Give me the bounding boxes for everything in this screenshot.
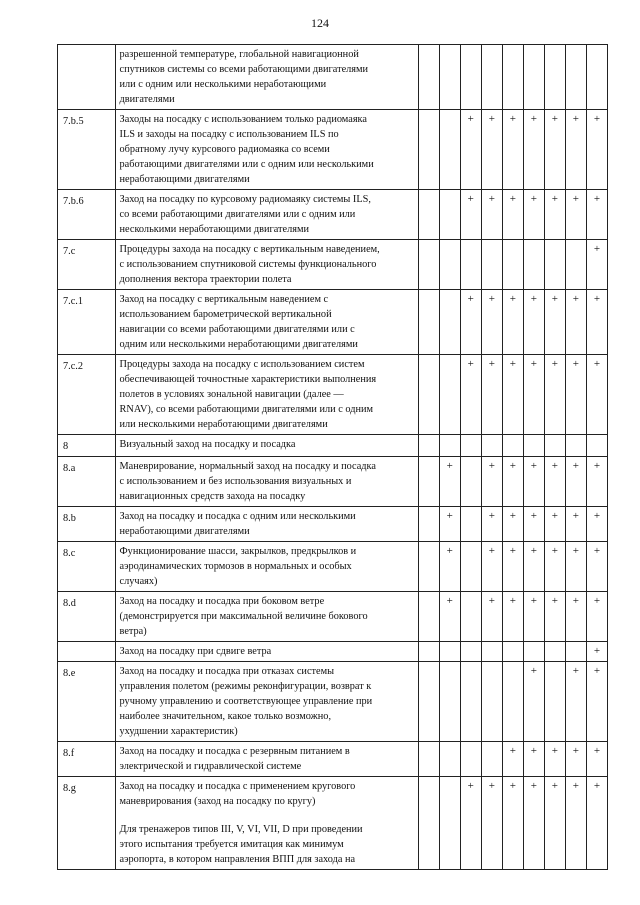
row-code: 8.a [58,457,116,507]
table-body [58,45,608,870]
applicability-cell: + [586,355,607,435]
applicability-cell [481,662,502,742]
applicability-cell [544,642,565,662]
description-line: аэродинамических тормозов в нормальных и особых [119,561,352,572]
table-row [58,45,608,110]
applicability-cell: + [502,507,523,542]
applicability-cell: + [502,457,523,507]
applicability-cell [460,642,481,662]
applicability-cell [565,642,586,662]
applicability-cell: + [565,662,586,742]
row-code: 8.d [58,592,116,642]
applicability-cell: + [439,542,460,592]
row-description [115,290,418,355]
description-line: Заход на посадку при сдвиге ветра [119,646,272,657]
applicability-cell: + [502,110,523,190]
applicability-cell: + [502,190,523,240]
applicability-cell: + [565,592,586,642]
table-row [58,110,608,190]
row-code [58,45,116,110]
applicability-cell: + [523,110,544,190]
applicability-cell: + [523,777,544,870]
applicability-cell: + [481,592,502,642]
description-line: аэропорта, в котором направления ВПП для захода на [119,854,356,865]
applicability-cell [439,190,460,240]
description-line: ILS и заходы на посадку с использованием ILS по [119,129,339,140]
description-line: обеспечивающей точностные характеристики выполнения [119,374,377,385]
applicability-cell: + [460,190,481,240]
description-line: Заход на посадку и посадка при отказах системы [119,666,335,677]
description-line: ветра) [119,626,147,637]
applicability-cell: + [586,742,607,777]
applicability-cell [523,45,544,110]
applicability-cell [565,240,586,290]
description-line: разрешенной температуре, глобальной навигационной [119,49,359,60]
applicability-cell: + [460,355,481,435]
applicability-cell: + [586,662,607,742]
applicability-cell [418,592,439,642]
applicability-cell [502,45,523,110]
applicability-cell [418,435,439,457]
table-row [58,240,608,290]
description-line: ручному управлению и соответствующее управление при [119,696,373,707]
table-row [58,742,608,777]
table-row [58,190,608,240]
applicability-cell [418,110,439,190]
applicability-cell: + [544,742,565,777]
applicability-cell: + [523,542,544,592]
applicability-cell [460,45,481,110]
description-line: неработающими двигателями [119,174,250,185]
applicability-cell [586,435,607,457]
description-line: Заход на посадку и посадка с одним или несколькими [119,511,356,522]
applicability-cell: + [565,542,586,592]
applicability-cell [502,240,523,290]
table-row [58,542,608,592]
applicability-cell [418,290,439,355]
applicability-cell [439,110,460,190]
description-line: наиболее значительном, какое только возможно, [119,711,332,722]
row-code: 7.c.2 [58,355,116,435]
row-description [115,507,418,542]
applicability-cell [418,777,439,870]
applicability-cell: + [565,110,586,190]
description-line: полетов в условиях зональной навигации (далее — [119,389,344,400]
applicability-cell: + [502,742,523,777]
row-code: 8.c [58,542,116,592]
applicability-cell [565,435,586,457]
row-code: 8.e [58,662,116,742]
applicability-cell: + [544,190,565,240]
applicability-cell: + [586,592,607,642]
applicability-cell: + [565,355,586,435]
description-line: случаях) [119,576,158,587]
applicability-cell [460,507,481,542]
applicability-cell: + [439,592,460,642]
applicability-cell: + [544,592,565,642]
row-description [115,240,418,290]
applicability-cell: + [565,507,586,542]
applicability-cell: + [586,777,607,870]
description-line: одним или несколькими неработающими двигателями [119,339,358,350]
applicability-cell [481,240,502,290]
applicability-cell [418,742,439,777]
applicability-cell [418,355,439,435]
page-number: 124 [311,16,329,30]
description-line: Заход на посадку по курсовому радиомаяку системы ILS, [119,194,371,205]
description-line: навигации со всеми работающими двигателями или с [119,324,355,335]
description-line: Заход на посадку с вертикальным наведением с [119,294,329,305]
applicability-cell [481,642,502,662]
description-line: Заход на посадку и посадка с резервным питанием в [119,746,350,757]
applicability-cell [460,457,481,507]
description-line: или несколькими неработающими двигателями [119,419,328,430]
description-line: с использованием и без использования визуальных и [119,476,352,487]
row-code [58,642,116,662]
applicability-cell: + [481,190,502,240]
row-code: 7.b.6 [58,190,116,240]
applicability-cell [439,777,460,870]
description-line: Маневрирование, нормальный заход на посадку и посадка [119,461,376,472]
row-description [115,190,418,240]
description-line: управления полетом (режимы реконфигурации, возврат к [119,681,372,692]
applicability-cell: + [481,777,502,870]
requirements-table [57,44,608,870]
table-row [58,507,608,542]
applicability-cell: + [523,662,544,742]
description-line: дополнения вектора траектории полета [119,274,292,285]
applicability-cell: + [586,290,607,355]
description-line: работающими двигателями или с одним или несколькими [119,159,374,170]
applicability-cell [460,742,481,777]
applicability-cell: + [586,642,607,662]
applicability-cell: + [523,742,544,777]
applicability-cell [544,662,565,742]
row-description [115,742,418,777]
table-row [58,290,608,355]
row-description [115,457,418,507]
applicability-cell [523,240,544,290]
applicability-cell: + [565,777,586,870]
description-line: ухудшении характеристик) [119,726,238,737]
table-row [58,662,608,742]
description-line: Процедуры захода на посадку с использованием систем [119,359,365,370]
applicability-cell: + [586,190,607,240]
applicability-cell [439,435,460,457]
applicability-cell [439,290,460,355]
applicability-cell: + [523,592,544,642]
description-line: навигационных средств захода на посадку [119,491,306,502]
row-code: 8 [58,435,116,457]
description-line: маневрирования (заход на посадку по кругу) [119,796,316,807]
applicability-cell [439,355,460,435]
applicability-cell [502,435,523,457]
description-line [120,809,412,822]
applicability-cell: + [439,507,460,542]
applicability-cell [460,435,481,457]
row-code: 8.g [58,777,116,870]
applicability-cell: + [481,355,502,435]
table-row [58,592,608,642]
row-code: 8.f [58,742,116,777]
description-line: Для тренажеров типов III, V, VI, VII, D при проведении [119,824,363,835]
applicability-cell [418,507,439,542]
applicability-cell: + [544,290,565,355]
applicability-cell: + [502,777,523,870]
description-line: Заход на посадку и посадка с применением кругового [119,781,356,792]
description-line: Заход на посадку и посадка при боковом ветре [119,596,325,607]
row-description [115,435,418,457]
applicability-cell: + [544,355,565,435]
applicability-cell [565,45,586,110]
row-description [115,592,418,642]
row-description [115,542,418,592]
applicability-cell: + [565,457,586,507]
description-line: или с одним или несколькими неработающими [119,79,327,90]
applicability-cell: + [439,457,460,507]
applicability-cell: + [481,290,502,355]
table-row [58,435,608,457]
description-line: с использованием спутниковой системы функционального [119,259,377,270]
row-code: 8.b [58,507,116,542]
applicability-cell: + [460,290,481,355]
table-row [58,642,608,662]
row-description [115,777,418,870]
applicability-cell [502,642,523,662]
description-line: электрической и гидравлической системе [119,761,302,772]
description-line: использованием барометрической вертикальной [119,309,332,320]
applicability-cell [502,662,523,742]
table-row [58,457,608,507]
applicability-cell: + [565,190,586,240]
applicability-cell: + [460,777,481,870]
applicability-cell: + [565,290,586,355]
applicability-cell: + [481,507,502,542]
applicability-cell: + [523,190,544,240]
row-code: 7.c.1 [58,290,116,355]
applicability-cell [460,592,481,642]
applicability-cell: + [502,542,523,592]
applicability-cell: + [544,507,565,542]
applicability-cell [523,435,544,457]
applicability-cell [586,45,607,110]
row-code: 7.c [58,240,116,290]
applicability-cell [439,240,460,290]
applicability-cell: + [586,542,607,592]
applicability-cell [418,45,439,110]
description-line: Функционирование шасси, закрылков, предкрылков и [119,546,357,557]
row-description [115,662,418,742]
applicability-cell [460,240,481,290]
description-line: этого испытания требуется имитация как минимум [119,839,344,850]
applicability-cell [544,240,565,290]
applicability-cell [418,542,439,592]
applicability-cell [523,642,544,662]
applicability-cell: + [586,457,607,507]
applicability-cell: + [586,240,607,290]
applicability-cell: + [481,110,502,190]
description-line: Визуальный заход на посадку и посадка [119,439,296,450]
description-line: со всеми работающими двигателями или с одним или [119,209,356,220]
applicability-cell: + [481,457,502,507]
applicability-cell [418,642,439,662]
row-description [115,355,418,435]
applicability-cell [418,240,439,290]
description-line: RNAV), со всеми работающими двигателями или с одним [119,404,374,415]
description-line: двигателями [119,94,175,105]
applicability-cell: + [502,290,523,355]
description-line: Процедуры захода на посадку с вертикальным наведением, [119,244,380,255]
description-line: спутников системы со всеми работающими двигателями [119,64,369,75]
applicability-cell [418,190,439,240]
applicability-cell: + [523,457,544,507]
applicability-cell: + [586,507,607,542]
row-description [115,45,418,110]
table-row [58,777,608,870]
applicability-cell [439,642,460,662]
applicability-cell: + [523,507,544,542]
table-row [58,355,608,435]
applicability-cell: + [544,110,565,190]
description-line: Заходы на посадку с использованием только радиомаяка [119,114,367,125]
applicability-cell: + [502,592,523,642]
row-code: 7.b.5 [58,110,116,190]
applicability-cell [544,45,565,110]
applicability-cell [439,662,460,742]
applicability-cell [481,45,502,110]
applicability-cell [418,662,439,742]
row-description [115,110,418,190]
applicability-cell: + [502,355,523,435]
applicability-cell: + [523,355,544,435]
applicability-cell [460,542,481,592]
applicability-cell: + [586,110,607,190]
applicability-cell [481,435,502,457]
applicability-cell [439,45,460,110]
applicability-cell [418,457,439,507]
applicability-cell: + [544,542,565,592]
applicability-cell [460,662,481,742]
applicability-cell: + [523,290,544,355]
applicability-cell: + [481,542,502,592]
applicability-cell: + [460,110,481,190]
applicability-cell: + [544,457,565,507]
applicability-cell [439,742,460,777]
applicability-cell: + [565,742,586,777]
description-line: обратному лучу курсового радиомаяка со всеми [119,144,330,155]
description-line: несколькими неработающими двигателями [119,224,309,235]
description-line: (демонстрируется при максимальной величине бокового [119,611,368,622]
description-line: неработающими двигателями [119,526,250,537]
row-description [115,642,418,662]
applicability-cell [481,742,502,777]
applicability-cell: + [544,777,565,870]
applicability-cell [544,435,565,457]
